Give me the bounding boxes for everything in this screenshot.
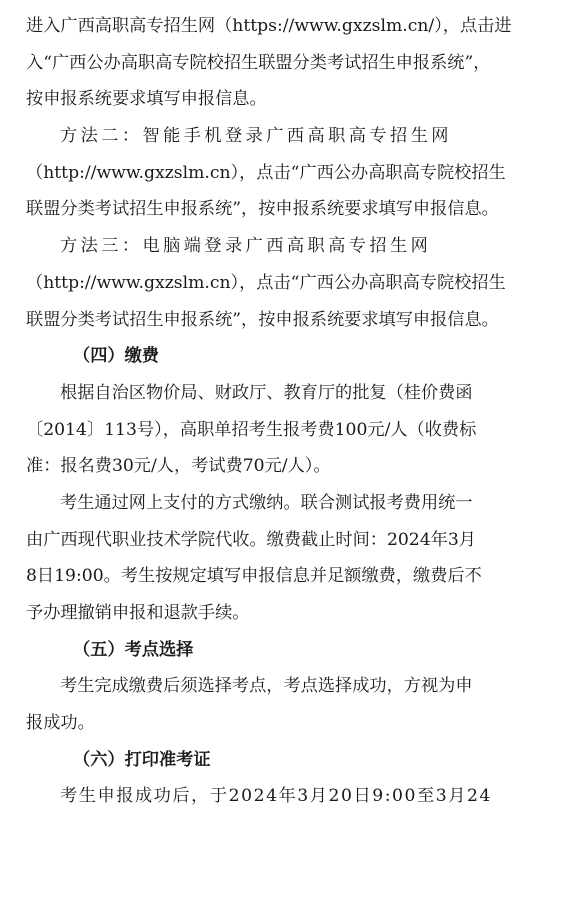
body-line: 联盟分类考试招生申报系统”，按申报系统要求填写申报信息。 <box>26 309 499 330</box>
body-line: 准：报名费30元/人，考试费70元/人）。 <box>26 456 331 477</box>
body-line: （http://www.gxzslm.cn），点击“广西公办高职高专院校招生 <box>26 272 506 293</box>
body-line: 按申报系统要求填写申报信息。 <box>26 89 267 110</box>
method-three-line: 方法三：电脑端登录广西高职高专招生网 <box>60 236 432 257</box>
body-line: （http://www.gxzslm.cn），点击“广西公办高职高专院校招生 <box>26 162 506 183</box>
body-line: 予办理撤销申报和退款手续。 <box>26 603 250 623</box>
body-line: 进入广西高职高专招生网（https://www.gxzslm.cn/），点击进 <box>26 16 512 36</box>
body-line: 根据自治区物价局、财政厅、教育厅的批复（桂价费函 <box>60 382 473 403</box>
body-line: 〔2014〕113号），高职单招考生报考费100元/人（收费标 <box>26 419 477 440</box>
body-line: 考生通过网上支付的方式缴纳。联合测试报考费用统一 <box>60 492 473 513</box>
body-line: 入“广西公办高职高专院校招生联盟分类考试招生申报系统”， <box>26 52 491 73</box>
section-heading-admission-ticket: （六）打印准考证 <box>73 749 211 770</box>
body-line: 联盟分类考试招生申报系统”，按申报系统要求填写申报信息。 <box>26 199 499 220</box>
section-heading-fee: （四）缴费 <box>73 346 159 367</box>
body-line: 考生申报成功后，于2024年3月20日9:00至3月24 <box>60 786 492 807</box>
method-two-line: 方法二：智能手机登录广西高职高专招生网 <box>60 126 452 147</box>
body-line: 8日19:00。考生按规定填写申报信息并足额缴费，缴费后不 <box>26 566 482 587</box>
section-heading-exam-site: （五）考点选择 <box>73 639 194 660</box>
body-line: 由广西现代职业技术学院代收。缴费截止时间：2024年3月 <box>26 529 476 550</box>
body-line: 报成功。 <box>26 713 95 734</box>
body-line: 考生完成缴费后须选择考点，考点选择成功，方视为申 <box>60 676 473 697</box>
